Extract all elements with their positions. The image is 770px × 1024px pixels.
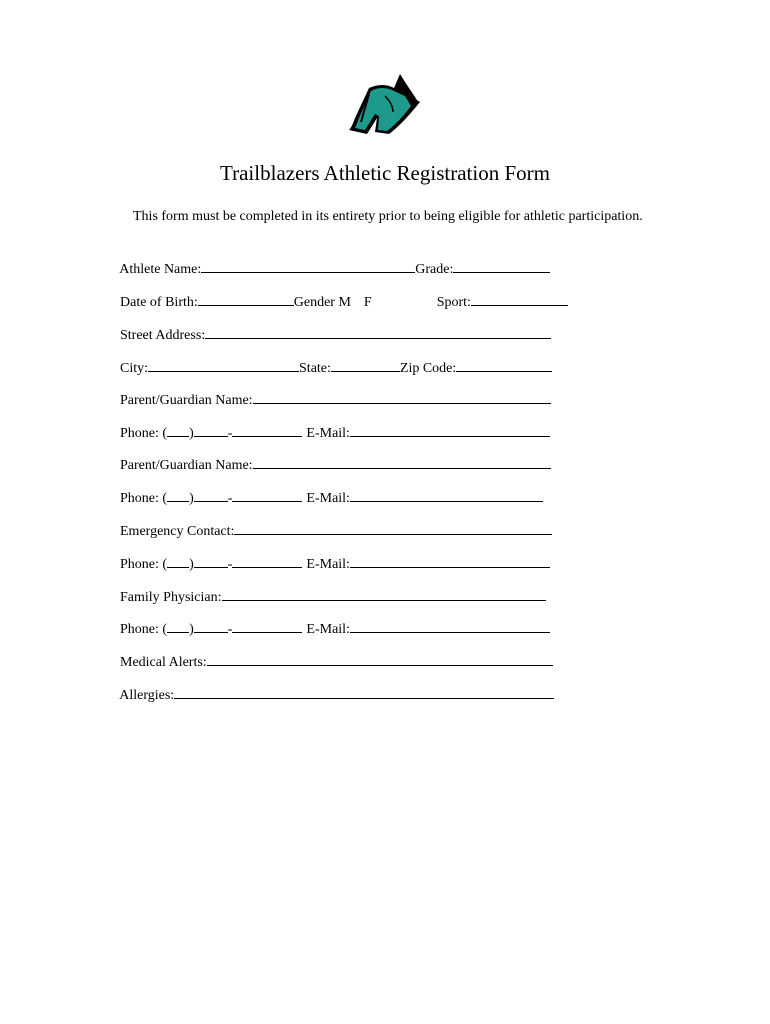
physician-field[interactable] (222, 587, 546, 601)
phone1-paren: ) (189, 426, 194, 441)
grade-field[interactable] (453, 259, 550, 273)
emergency-field[interactable] (234, 521, 552, 535)
phone2-prefix-field[interactable] (194, 488, 228, 502)
phone3-number-field[interactable] (232, 554, 302, 568)
phone3-label: Phone: ( (120, 557, 168, 572)
phone1-prefix-field[interactable] (194, 423, 228, 437)
parent2-label: Parent/Guardian Name: (120, 458, 253, 473)
form-intro: This form must be completed in its entirety prior to being eligible for athletic participation. (133, 209, 643, 224)
form-title: Trailblazers Athletic Registration Form (220, 161, 550, 185)
phone4-area-field[interactable] (167, 619, 189, 633)
city-field[interactable] (148, 358, 299, 372)
street-address-label: Street Address: (120, 328, 206, 343)
parent2-field[interactable] (253, 455, 551, 469)
grade-label: Grade: (415, 262, 454, 277)
allergies-label: Allergies: (119, 688, 175, 703)
physician-label: Family Physician: (120, 590, 222, 605)
medical-field[interactable] (207, 652, 553, 666)
dob-field[interactable] (198, 292, 294, 306)
parent1-field[interactable] (253, 390, 551, 404)
phone4-prefix-field[interactable] (194, 619, 228, 633)
phone2-area-field[interactable] (167, 488, 189, 502)
phone3-paren: ) (189, 557, 194, 572)
horse-head-icon (345, 72, 423, 138)
athlete-name-label: Athlete Name: (119, 262, 202, 277)
email1-field[interactable] (350, 423, 550, 437)
phone4-dash: - (227, 622, 233, 637)
phone1-number-field[interactable] (232, 423, 302, 437)
email3-label: E-Mail: (306, 557, 350, 572)
gender-f-label: F (363, 295, 372, 310)
phone2-paren: ) (189, 491, 194, 506)
email1-label: E-Mail: (306, 426, 350, 441)
phone4-number-field[interactable] (232, 619, 302, 633)
phone3-area-field[interactable] (167, 554, 189, 568)
email4-label: E-Mail: (306, 622, 350, 637)
sport-field[interactable] (471, 292, 568, 306)
phone3-prefix-field[interactable] (194, 554, 228, 568)
allergies-field[interactable] (174, 685, 554, 699)
phone2-number-field[interactable] (232, 488, 302, 502)
phone2-dash: - (227, 491, 233, 506)
state-field[interactable] (331, 358, 400, 372)
zip-label: Zip Code: (399, 361, 457, 376)
athlete-name-field[interactable] (201, 259, 415, 273)
sport-label: Sport: (436, 295, 471, 310)
email3-field[interactable] (350, 554, 550, 568)
medical-label: Medical Alerts: (120, 655, 207, 670)
gender-label: Gender M (293, 295, 351, 310)
phone1-dash: - (227, 426, 233, 441)
phone4-label: Phone: ( (120, 622, 168, 637)
email4-field[interactable] (350, 619, 550, 633)
dob-label: Date of Birth: (120, 295, 198, 310)
city-label: City: (120, 361, 149, 376)
email2-field[interactable] (350, 488, 543, 502)
phone4-paren: ) (189, 622, 194, 637)
zip-field[interactable] (456, 358, 552, 372)
email2-label: E-Mail: (306, 491, 350, 506)
state-label: State: (299, 361, 331, 376)
parent1-label: Parent/Guardian Name: (120, 393, 253, 408)
street-address-field[interactable] (205, 325, 551, 339)
emergency-label: Emergency Contact: (120, 524, 235, 539)
allergies-row (113, 667, 554, 705)
phone3-dash: - (227, 557, 233, 572)
phone1-area-field[interactable] (167, 423, 189, 437)
phone2-label: Phone: ( (120, 491, 168, 506)
phone1-label: Phone: ( (120, 426, 168, 441)
